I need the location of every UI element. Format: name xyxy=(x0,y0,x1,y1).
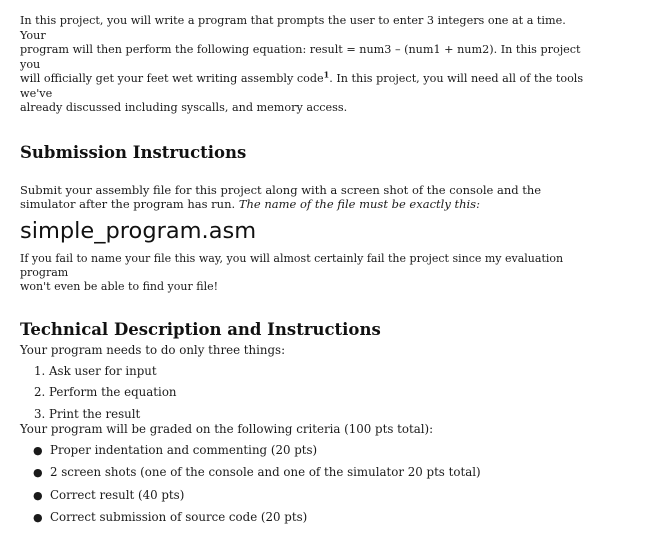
submission-paragraph xyxy=(20,183,590,212)
criteria-intro: Your program will be graded on the following criteria (100 pts total): xyxy=(20,421,434,436)
criteria-item xyxy=(20,465,590,480)
required-filename: simple_program.asm xyxy=(20,217,257,244)
steps-list xyxy=(20,364,590,422)
bullet-icon: ● xyxy=(33,488,43,502)
technical-heading: Technical Description and Instructions xyxy=(20,319,381,339)
submission-line-1: Submit your assembly file for this project along with a screen shot of the console and the xyxy=(20,182,542,197)
bullet-icon: ● xyxy=(33,466,43,479)
criteria-text: Correct result (40 pts) xyxy=(50,487,185,502)
step-item: 3. Print the result xyxy=(34,406,141,421)
intro-line-4: already discussed including syscalls, and memory access. xyxy=(20,101,348,114)
criteria-item xyxy=(20,488,590,503)
step-item: 1. Ask user for input xyxy=(34,363,157,378)
criteria-text: Proper indentation and commenting (20 pts) xyxy=(50,442,318,457)
criteria-text: Correct submission of source code (20 pts) xyxy=(50,510,308,524)
warning-line-2: won't even be able to find your file! xyxy=(20,279,219,293)
intro-line-3b: . In this project, you will need all of the tools we've xyxy=(20,72,584,100)
technical-intro: Your program needs to do only three things: xyxy=(20,342,286,357)
submission-heading: Submission Instructions xyxy=(20,142,247,162)
intro-line-3a: will officially get your feet wet writing assembly code xyxy=(20,72,324,85)
submission-line-2: simulator after the program has run. xyxy=(20,197,236,211)
warning-line-1: If you fail to name your file this way, you will almost certainly fail the project since my evaluation program xyxy=(20,251,564,279)
criteria-item xyxy=(20,510,590,525)
criteria-text: 2 screen shots (one of the console and one of the simulator 20 pts total) xyxy=(50,465,481,479)
document-page xyxy=(20,14,590,533)
intro-line-2: program will then perform the following equation: result = num3 – (num1 + num2). In this project you xyxy=(20,43,581,71)
criteria-item xyxy=(20,443,590,458)
intro-line-1: In this project, you will write a program that prompts the user to enter 3 integers one at a time. Your xyxy=(20,14,566,42)
naming-warning xyxy=(20,252,590,294)
intro-paragraph xyxy=(20,14,590,116)
bullet-icon: ● xyxy=(33,443,43,457)
step-item: 2. Perform the equation xyxy=(34,385,177,399)
footnote-mark[interactable]: 1 xyxy=(323,69,330,80)
criteria-list xyxy=(20,443,590,526)
bullet-icon: ● xyxy=(33,511,43,524)
submission-filename-note: The name of the file must be exactly this: xyxy=(238,197,480,211)
